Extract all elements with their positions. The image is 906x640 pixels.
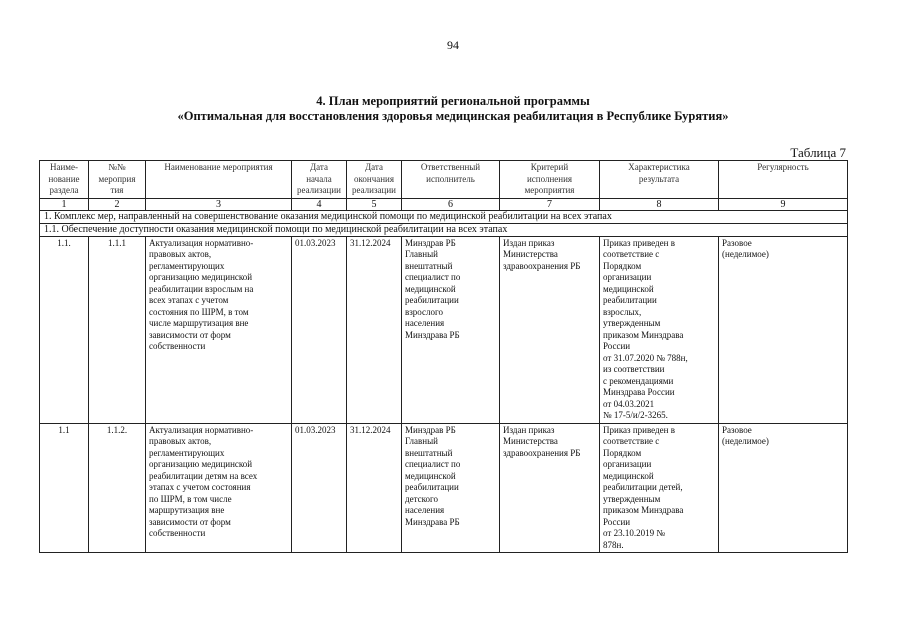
header-event-name: Наименование мероприятия xyxy=(146,161,292,199)
cell-line: всех этапах с учетом xyxy=(149,295,229,305)
cell-line: Приказ приведен в xyxy=(603,424,675,435)
header-end-date: Дата окончания реализации xyxy=(347,161,402,199)
cell-line: Разовое xyxy=(722,237,752,248)
cell-line: организации xyxy=(603,459,652,469)
cell-line: Издан приказ xyxy=(503,237,555,248)
header-executor: Ответственный исполнитель xyxy=(402,161,500,199)
document-title xyxy=(0,94,906,124)
cell-line: специалист по xyxy=(405,272,461,282)
row-event-number: 1.1.2. xyxy=(89,423,146,553)
cell-line: числе маршрутизация вне xyxy=(149,318,249,328)
row-criterion xyxy=(500,423,600,553)
cell-line: взрослых, xyxy=(603,306,642,317)
cell-line: специалист по xyxy=(405,459,461,469)
column-number: 8 xyxy=(600,198,719,210)
cell-line: медицинской xyxy=(405,283,456,294)
cell-line: Актуализация нормативно- xyxy=(149,424,254,435)
cell-line: собственности xyxy=(149,528,206,538)
cell-line: реабилитации детей, xyxy=(603,482,683,492)
cell-line: Порядком xyxy=(603,260,642,271)
cell-line: медицинской xyxy=(405,470,456,481)
cell-line: Главный xyxy=(405,436,438,446)
row-result xyxy=(600,236,719,423)
cell-line: утвержденным xyxy=(603,493,661,504)
column-number: 2 xyxy=(89,198,146,210)
cell-line: Минздрав РБ xyxy=(405,424,456,435)
cell-line: медицинской xyxy=(603,283,654,294)
cell-line: здравоохранения РБ xyxy=(503,447,581,458)
cell-line: Главный xyxy=(405,249,438,259)
column-number: 7 xyxy=(500,198,600,210)
table-row xyxy=(40,236,848,423)
cell-line: внештатный xyxy=(405,260,453,271)
cell-line: по ШРМ, в том числе xyxy=(149,493,232,504)
column-number: 9 xyxy=(719,198,848,210)
cell-line: Министерства xyxy=(503,436,558,446)
cell-line: взрослого xyxy=(405,306,443,317)
row-section-cell: 1.1 xyxy=(40,423,89,553)
cell-line: медицинской xyxy=(603,470,654,481)
cell-line: России xyxy=(603,516,631,527)
header-section: Наиме- нование раздела xyxy=(40,161,89,199)
cell-line: реабилитации детям на всех xyxy=(149,470,258,481)
cell-line: Минздрава РБ xyxy=(405,329,460,340)
cell-line: (неделимое) xyxy=(722,436,769,446)
cell-line: Порядком xyxy=(603,447,642,458)
cell-line: здравоохранения РБ xyxy=(503,260,581,271)
cell-line: внештатный xyxy=(405,447,453,458)
row-executor xyxy=(402,236,500,423)
cell-line: зависимости от форм xyxy=(149,329,231,340)
header-start-date: Дата начала реализации xyxy=(292,161,347,199)
cell-line: Министерства xyxy=(503,249,558,259)
title-line-2: «Оптимальная для восстановления здоровья медицинская реабилитация в Республике Бурятия» xyxy=(177,109,729,123)
cell-line: Разовое xyxy=(722,424,752,435)
cell-line: приказом Минздрава xyxy=(603,505,684,515)
cell-line: Актуализация нормативно- xyxy=(149,237,254,248)
section-row xyxy=(40,223,848,236)
cell-line: населения xyxy=(405,505,445,515)
cell-line: детского xyxy=(405,493,438,504)
column-number: 3 xyxy=(146,198,292,210)
section-row xyxy=(40,210,848,223)
cell-line: правовых актов, xyxy=(149,249,212,259)
cell-line: Приказ приведен в xyxy=(603,237,675,248)
row-start-date: 01.03.2023 xyxy=(292,423,347,553)
column-number-row xyxy=(40,198,848,210)
row-regularity xyxy=(719,236,848,423)
page-number: 94 xyxy=(447,38,459,52)
cell-line: реабилитации xyxy=(405,295,459,305)
cell-line: Минздрав РБ xyxy=(405,237,456,248)
cell-line: маршрутизация вне xyxy=(149,505,225,515)
header-result: Характеристика результата xyxy=(600,161,719,199)
cell-line: 878н. xyxy=(603,539,624,550)
row-regularity xyxy=(719,423,848,553)
cell-line: от 23.10.2019 № xyxy=(603,528,665,538)
cell-line: Минздрава РБ xyxy=(405,516,460,527)
row-end-date: 31.12.2024 xyxy=(347,423,402,553)
row-event-number: 1.1.1 xyxy=(89,236,146,423)
cell-line: от 31.07.2020 № 788н, xyxy=(603,352,688,363)
header-criterion: Критерий исполнения мероприятия xyxy=(500,161,600,199)
cell-line: регламентирующих xyxy=(149,447,225,458)
header-row xyxy=(40,161,848,199)
cell-line: организации xyxy=(603,272,652,282)
cell-line: реабилитации взрослым на xyxy=(149,283,254,294)
column-number: 4 xyxy=(292,198,347,210)
cell-line: регламентирующих xyxy=(149,260,225,271)
column-number: 6 xyxy=(402,198,500,210)
cell-line: № 17-5/и/2-3265. xyxy=(603,410,668,420)
title-line-1: 4. План мероприятий региональной программы xyxy=(316,94,590,108)
event-rows xyxy=(40,236,848,553)
cell-line: утвержденным xyxy=(603,318,661,328)
row-start-date: 01.03.2023 xyxy=(292,236,347,423)
cell-line: состояния по ШРМ, в том xyxy=(149,306,249,317)
cell-line: (неделимое) xyxy=(722,249,769,259)
action-plan-table xyxy=(39,160,848,553)
cell-line: с рекомендациями xyxy=(603,375,674,386)
row-section-cell: 1.1. xyxy=(40,236,89,423)
column-number: 5 xyxy=(347,198,402,210)
row-result xyxy=(600,423,719,553)
cell-line: соответствие с xyxy=(603,249,660,259)
cell-line: соответствие с xyxy=(603,436,660,446)
cell-line: Минздрава России xyxy=(603,387,675,397)
column-number: 1 xyxy=(40,198,89,210)
cell-line: реабилитации xyxy=(603,295,657,305)
header-event-number: №№ мероприя тия xyxy=(89,161,146,199)
row-criterion xyxy=(500,236,600,423)
row-event-name xyxy=(146,236,292,423)
row-executor xyxy=(402,423,500,553)
cell-line: этапах с учетом состояния xyxy=(149,482,251,492)
cell-line: России xyxy=(603,341,631,351)
cell-line: населения xyxy=(405,318,445,328)
row-end-date: 31.12.2024 xyxy=(347,236,402,423)
section-1-heading: 1. Комплекс мер, направленный на совершенствование оказания медицинской помощи по медицинской реабилитации на всех этапах xyxy=(40,210,848,223)
cell-line: из соответствии xyxy=(603,364,665,374)
cell-line: Издан приказ xyxy=(503,424,555,435)
header-regularity: Регулярность xyxy=(719,161,848,199)
cell-line: от 04.03.2021 xyxy=(603,398,655,409)
cell-line: реабилитации xyxy=(405,482,459,492)
section-1-1-heading: 1.1. Обеспечение доступности оказания медицинской помощи по медицинской реабилитации на всех этапах xyxy=(40,223,848,236)
cell-line: организацию медицинской xyxy=(149,459,253,469)
cell-line: собственности xyxy=(149,341,206,351)
table-row xyxy=(40,423,848,553)
row-event-name xyxy=(146,423,292,553)
cell-line: правовых актов, xyxy=(149,436,212,446)
cell-line: зависимости от форм xyxy=(149,516,231,527)
cell-line: организацию медицинской xyxy=(149,272,253,282)
table-label: Таблица 7 xyxy=(790,145,846,160)
cell-line: приказом Минздрава xyxy=(603,329,684,340)
